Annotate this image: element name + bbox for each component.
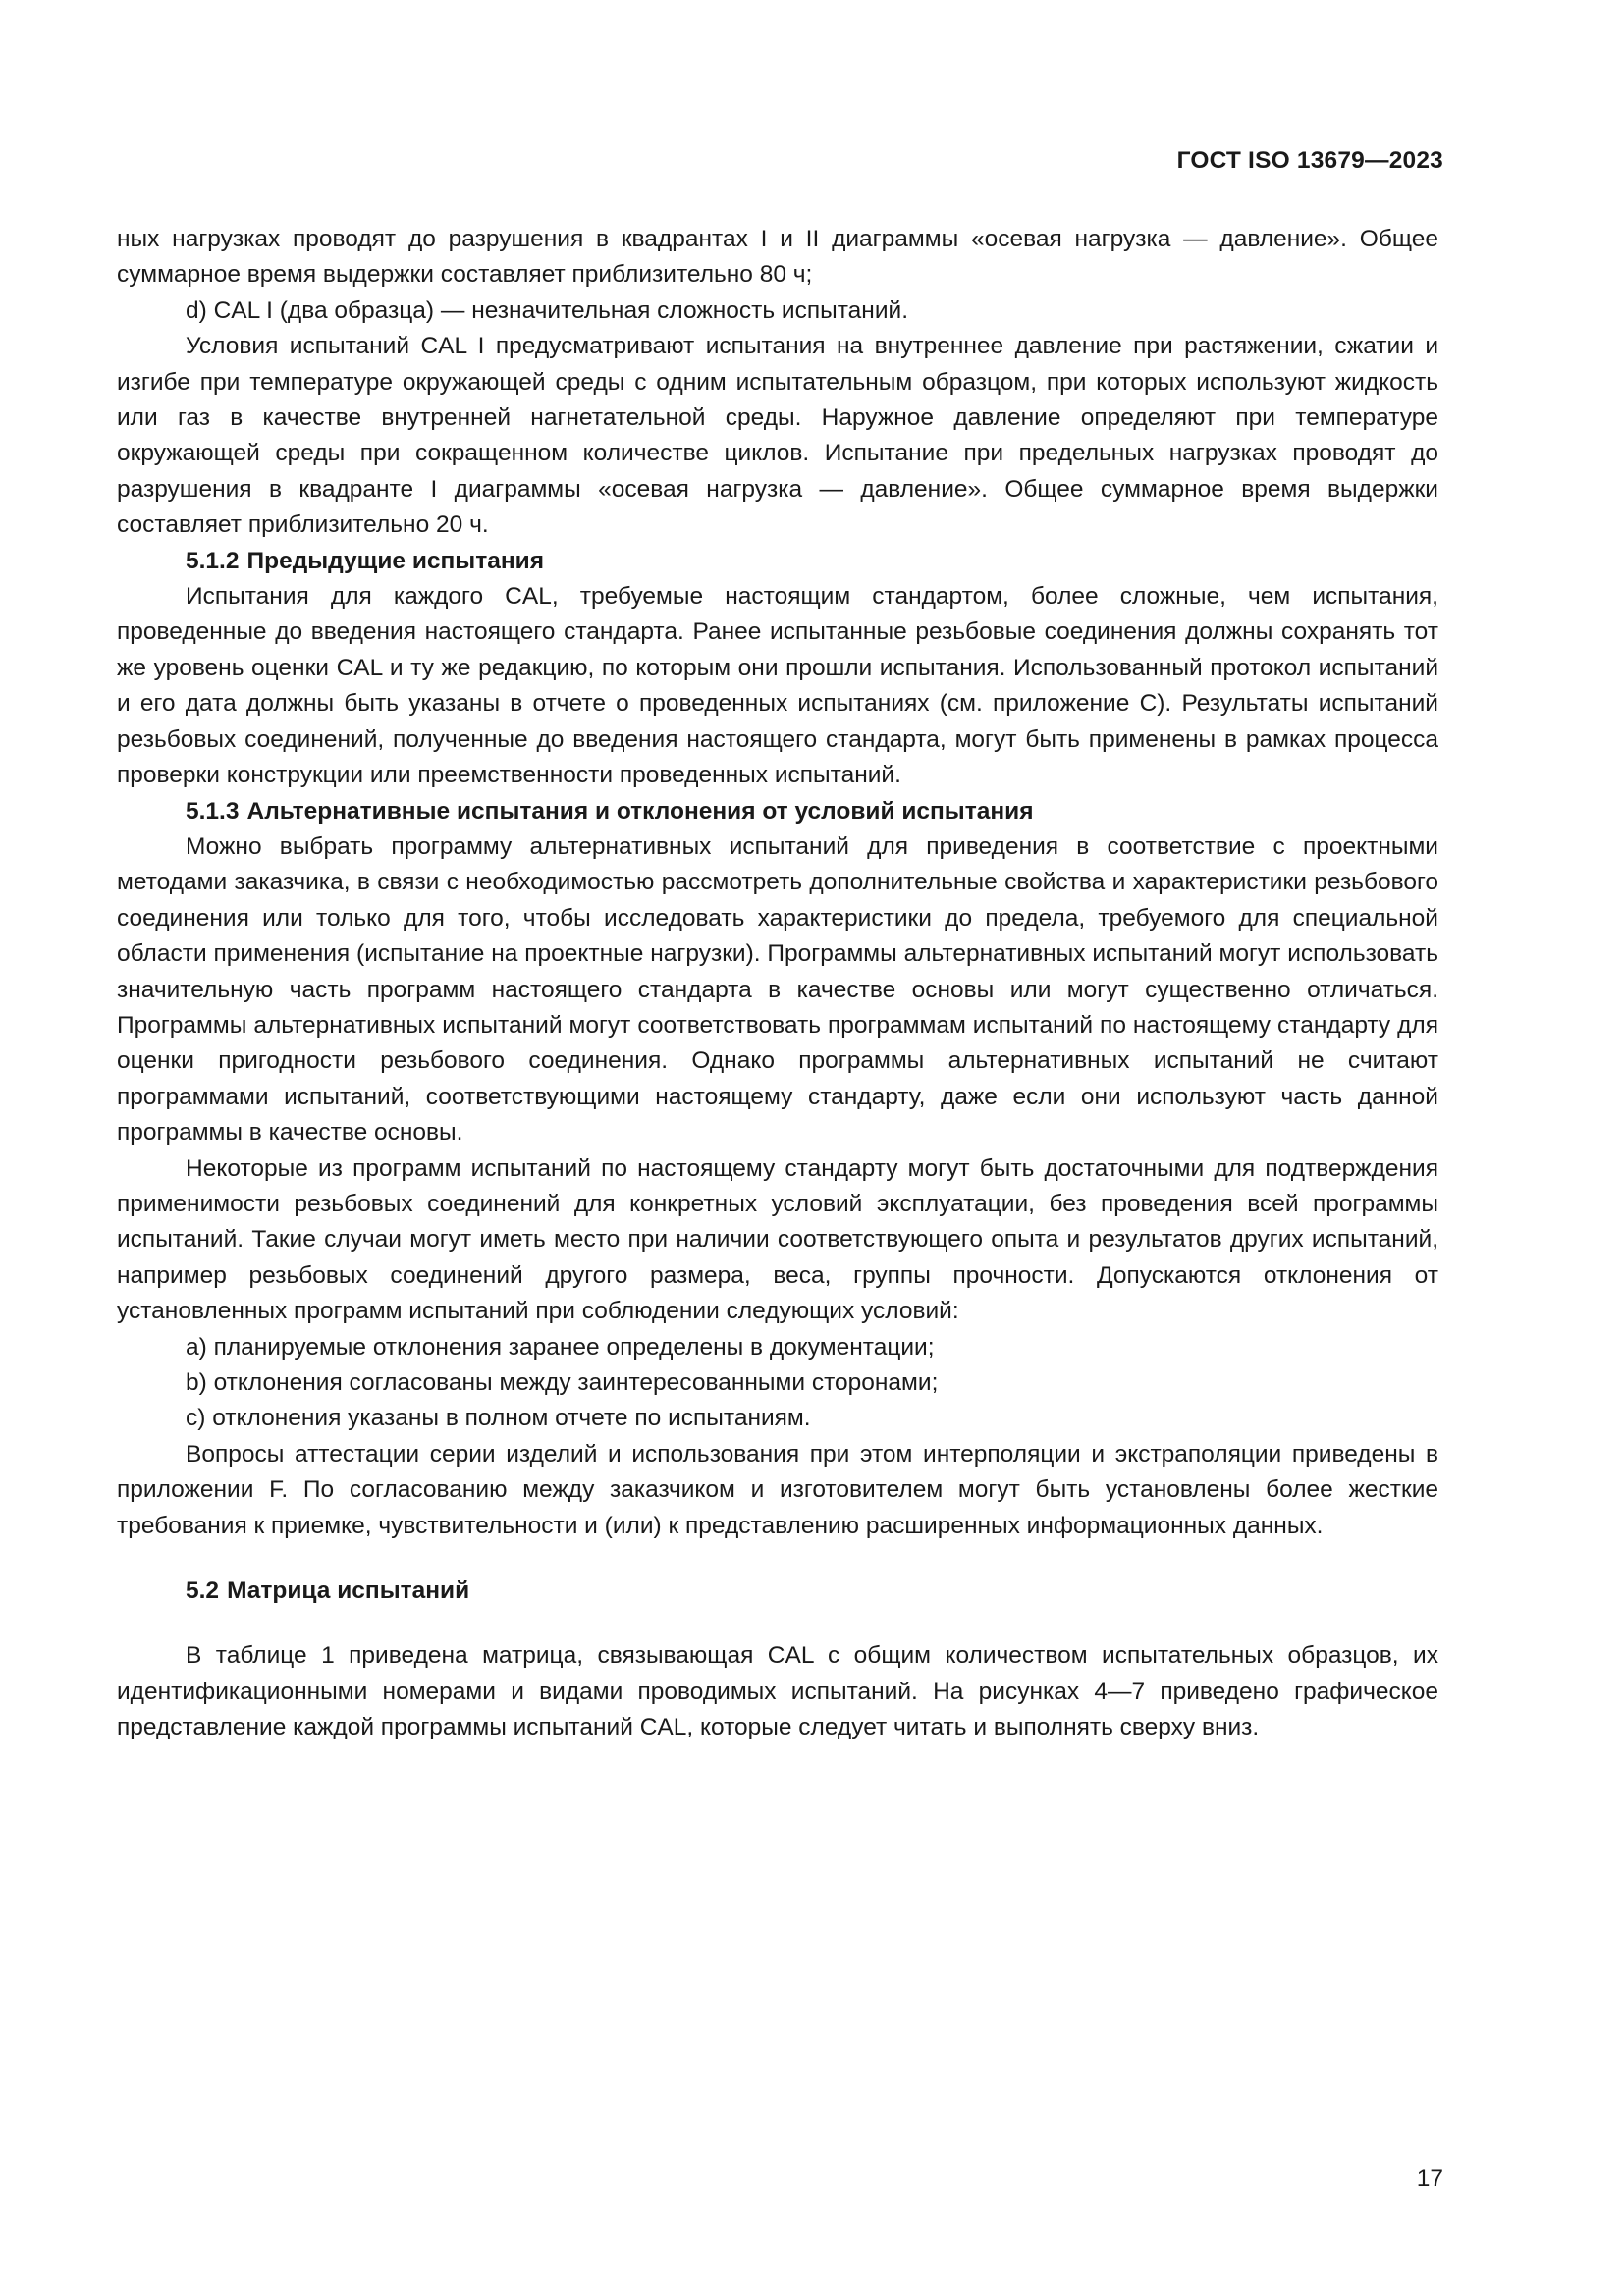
list-item-a: a) планируемые отклонения заранее определены в документации;	[186, 1333, 935, 1361]
list-item-c: c) отклонения указаны в полном отчете по испытаниям.	[186, 1405, 811, 1432]
paragraph-qualification: Вопросы аттестации серии изделий и использования при этом интерполяции и экстраполяции приведены в приложении F. По согласованию между заказчиком и изготовителем могут быть установлены более жесткие требования к приемке, чувствительности и (или) к представлению расширенных информационных данных.	[117, 1440, 1438, 1539]
page-number: 17	[1416, 2165, 1443, 2192]
paragraph-cal-i-conditions: Условия испытаний CAL I предусматривают испытания на внутреннее давление при растяжении, сжатии и изгибе при температуре окружающей среды с одним испытательным образцом, при которых используют жидкость или газ в качестве внутренней нагнетательной среды. Наружное давление определяют при температуре окружающей среды при сокращенном количестве циклов. Испытание при предельных нагрузках проводят до разрушения в квадранте I диаграммы «осевая нагрузка — давление». Общее суммарное время выдержки составляет приблизительно 20 ч.	[117, 333, 1438, 539]
section-title: Предыдущие испытания	[246, 547, 545, 574]
section-number: 5.1.3	[186, 797, 240, 825]
page-content	[117, 222, 1438, 1746]
section-number: 5.2	[186, 1577, 220, 1605]
page-header: ГОСТ ISO 13679—2023	[1176, 147, 1443, 174]
list-item-d: d) CAL I (два образца) — незначительная сложность испытаний.	[186, 296, 909, 324]
paragraph-alternative-tests: Можно выбрать программу альтернативных испытаний для приведения в соответствие с проектными методами заказчика, в связи с необходимостью рассмотреть дополнительные свойства и характеристики резьбового соединения или только для того, чтобы исследовать характеристики до предела, требуемого для специальной области применения (испытание на проектные нагрузки). Программы альтернативных испытаний могут использовать значительную часть программ настоящего стандарта в качестве основы или могут существенно отличаться. Программы альтернативных испытаний могут соответствовать программам испытаний по настоящему стандарту для оценки пригодности резьбового соединения. Однако программы альтернативных испытаний не считают программами испытаний, соответствующими настоящему стандарту, даже если они используют часть данной программы в качестве основы.	[117, 832, 1438, 1147]
list-item-b: b) отклонения согласованы между заинтересованными сторонами;	[186, 1369, 939, 1396]
paragraph-test-matrix: В таблице 1 приведена матрица, связывающая CAL с общим количеством испытательных образцов, их идентификационными номерами и видами проводимых испытаний. На рисунках 4—7 приведено графическое представление каждой программы испытаний CAL, которые следует читать и выполнять сверху вниз.	[117, 1642, 1438, 1741]
section-title: Матрица испытаний	[227, 1577, 470, 1605]
paragraph-previous-tests: Испытания для каждого CAL, требуемые настоящим стандартом, более сложные, чем испытания, проведенные до введения настоящего стандарта. Ранее испытанные резьбовые соединения должны сохранять тот же уровень оценки CAL и ту же редакцию, по которым они прошли испытания. Использованный протокол испытаний и его дата должны быть указаны в отчете о проведенных испытаниях (см. приложение С). Результаты испытаний резьбовых соединений, полученные до введения настоящего стандарта, могут быть применены в рамках процесса проверки конструкции или преемственности проведенных испытаний.	[117, 583, 1438, 789]
subheading-5-1-3	[117, 794, 1438, 829]
heading-5-2	[117, 1574, 1438, 1609]
paragraph-deviations: Некоторые из программ испытаний по настоящему стандарту могут быть достаточными для подтверждения применимости резьбовых соединений для конкретных условий эксплуатации, без проведения всей программы испытаний. Такие случаи могут иметь место при наличии соответствующего опыта и результатов других испытаний, например резьбовых соединений другого размера, веса, группы прочности. Допускаются отклонения от установленных программ испытаний при соблюдении следующих условий:	[117, 1154, 1438, 1325]
section-number: 5.1.2	[186, 547, 240, 574]
subheading-5-1-2	[117, 544, 1438, 579]
paragraph-continuation: ных нагрузках проводят до разрушения в квадрантах I и II диаграммы «осевая нагрузка — давление». Общее суммарное время выдержки составляет приблизительно 80 ч;	[117, 226, 1438, 289]
section-title: Альтернативные испытания и отклонения от условий испытания	[246, 797, 1034, 825]
